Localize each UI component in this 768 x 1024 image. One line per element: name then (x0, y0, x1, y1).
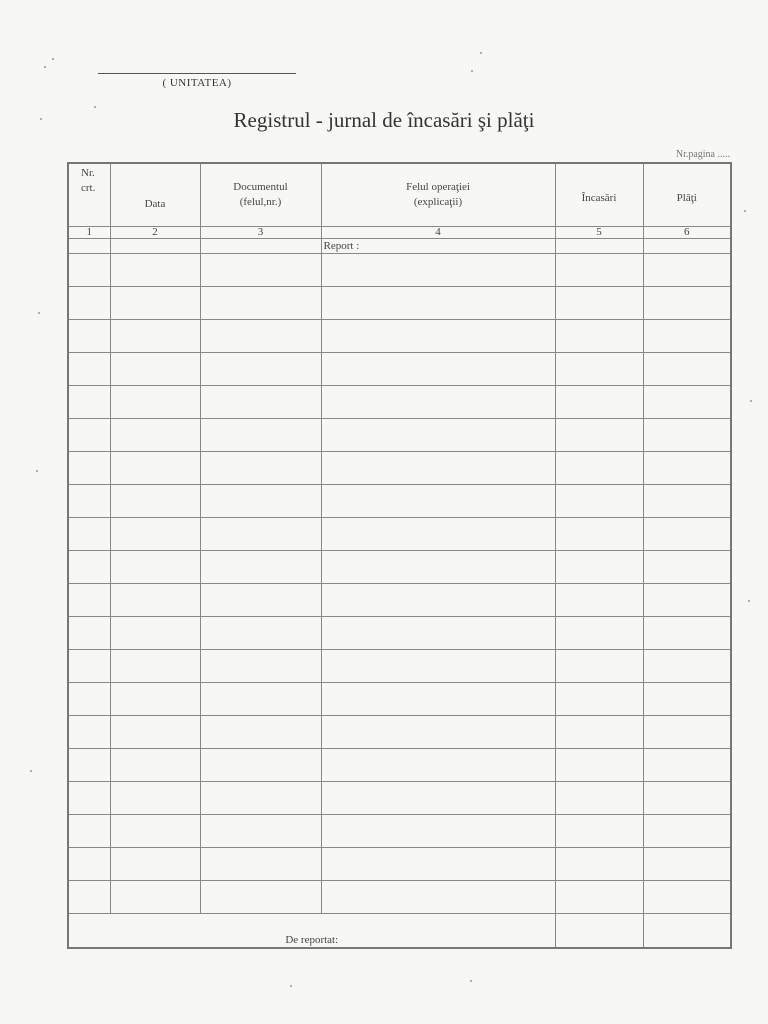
table-cell[interactable] (321, 353, 555, 386)
table-cell[interactable] (200, 353, 321, 386)
table-cell[interactable] (555, 551, 643, 584)
table-cell[interactable] (68, 254, 110, 287)
table-cell[interactable] (643, 881, 731, 914)
table-cell[interactable] (200, 716, 321, 749)
table-cell[interactable] (321, 716, 555, 749)
table-cell[interactable] (68, 287, 110, 320)
table-cell[interactable] (110, 320, 200, 353)
page-number-label: Nr.pagina ..... (675, 149, 730, 160)
table-cell[interactable] (200, 485, 321, 518)
table-row (68, 254, 731, 287)
table-row (68, 320, 731, 353)
table-cell[interactable] (110, 881, 200, 914)
table-cell[interactable] (321, 815, 555, 848)
header-felul-operatiei: Felul operaţiei (explicaţii) (321, 163, 555, 227)
column-number: 5 (555, 227, 643, 239)
table-cell[interactable] (555, 881, 643, 914)
page-title: Registrul - jurnal de încasări şi plăţi (233, 108, 535, 132)
table-cell[interactable] (68, 848, 110, 881)
table-cell[interactable] (68, 485, 110, 518)
table-cell[interactable] (555, 584, 643, 617)
table-cell[interactable] (68, 749, 110, 782)
table-cell[interactable] (643, 716, 731, 749)
column-number: 3 (200, 227, 321, 239)
table-cell[interactable] (110, 485, 200, 518)
table-row (68, 716, 731, 749)
table-cell[interactable] (555, 650, 643, 683)
table-row (68, 287, 731, 320)
table-row (68, 386, 731, 419)
table-row (68, 782, 731, 815)
header-nr-crt: Nr. crt. (68, 163, 110, 227)
table-cell[interactable] (555, 287, 643, 320)
table-row (68, 617, 731, 650)
table-cell[interactable] (200, 617, 321, 650)
table-cell[interactable] (200, 881, 321, 914)
table-row (68, 551, 731, 584)
table-row (68, 881, 731, 914)
table-cell[interactable] (68, 815, 110, 848)
table-cell[interactable] (321, 551, 555, 584)
table-cell[interactable] (555, 353, 643, 386)
table-cell[interactable] (321, 452, 555, 485)
table-cell[interactable] (200, 452, 321, 485)
unit-label: ( UNITATEA) (162, 77, 232, 89)
table-cell[interactable] (200, 320, 321, 353)
table-cell[interactable] (68, 617, 110, 650)
register-table (67, 162, 732, 949)
table-cell[interactable] (68, 584, 110, 617)
table-cell[interactable] (643, 386, 731, 419)
table-cell[interactable] (110, 782, 200, 815)
table-cell[interactable] (555, 716, 643, 749)
table-cell[interactable] (110, 386, 200, 419)
table-cell[interactable] (200, 254, 321, 287)
table-cell[interactable] (200, 419, 321, 452)
report-cell[interactable] (110, 239, 200, 254)
table-row (68, 584, 731, 617)
footer-total-cell[interactable] (643, 914, 731, 949)
table-cell[interactable] (200, 815, 321, 848)
table-cell[interactable] (200, 584, 321, 617)
table-cell[interactable] (68, 551, 110, 584)
unit-signature-line (98, 73, 296, 74)
table-cell[interactable] (643, 419, 731, 452)
table-cell[interactable] (643, 320, 731, 353)
report-label: Report : (321, 239, 555, 254)
table-cell[interactable] (200, 683, 321, 716)
table-cell[interactable] (321, 617, 555, 650)
table-cell[interactable] (321, 518, 555, 551)
table-cell[interactable] (643, 650, 731, 683)
table-cell[interactable] (555, 518, 643, 551)
table-cell[interactable] (110, 419, 200, 452)
table-cell[interactable] (110, 584, 200, 617)
table-cell[interactable] (68, 716, 110, 749)
report-cell[interactable] (200, 239, 321, 254)
column-number-row (68, 227, 731, 239)
table-cell[interactable] (110, 749, 200, 782)
table-cell[interactable] (110, 353, 200, 386)
table-cell[interactable] (68, 419, 110, 452)
table-cell[interactable] (321, 320, 555, 353)
table-cell[interactable] (643, 287, 731, 320)
report-cell[interactable] (555, 239, 643, 254)
table-cell[interactable] (555, 320, 643, 353)
de-reportat-label: De reportat: (68, 914, 555, 949)
table-row (68, 485, 731, 518)
table-cell[interactable] (643, 485, 731, 518)
table-cell[interactable] (321, 782, 555, 815)
table-cell[interactable] (555, 782, 643, 815)
table-cell[interactable] (643, 848, 731, 881)
table-row (68, 848, 731, 881)
table-cell[interactable] (200, 518, 321, 551)
table-cell[interactable] (321, 881, 555, 914)
table-cell[interactable] (321, 683, 555, 716)
table-cell[interactable] (643, 551, 731, 584)
table-cell[interactable] (643, 254, 731, 287)
table-cell[interactable] (321, 650, 555, 683)
table-cell[interactable] (555, 485, 643, 518)
table-cell[interactable] (555, 617, 643, 650)
table-cell[interactable] (200, 551, 321, 584)
table-cell[interactable] (200, 848, 321, 881)
table-cell[interactable] (321, 386, 555, 419)
table-row (68, 650, 731, 683)
table-cell[interactable] (643, 452, 731, 485)
table-cell[interactable] (555, 749, 643, 782)
table-cell[interactable] (200, 386, 321, 419)
table-cell[interactable] (68, 320, 110, 353)
table-cell[interactable] (110, 848, 200, 881)
table-cell[interactable] (321, 419, 555, 452)
table-cell[interactable] (555, 254, 643, 287)
table-cell[interactable] (110, 518, 200, 551)
table-cell[interactable] (110, 683, 200, 716)
table-cell[interactable] (555, 386, 643, 419)
table-cell[interactable] (643, 617, 731, 650)
table-cell[interactable] (200, 749, 321, 782)
report-cell[interactable] (68, 239, 110, 254)
table-row (68, 419, 731, 452)
column-number: 1 (68, 227, 110, 239)
table-row (68, 749, 731, 782)
table-cell[interactable] (555, 815, 643, 848)
header-incasari: Încasări (555, 163, 643, 227)
table-cell[interactable] (110, 815, 200, 848)
table-cell[interactable] (555, 452, 643, 485)
table-cell[interactable] (643, 584, 731, 617)
table-cell[interactable] (110, 551, 200, 584)
table-cell[interactable] (643, 815, 731, 848)
table-cell[interactable] (110, 617, 200, 650)
table-cell[interactable] (321, 848, 555, 881)
table-cell[interactable] (555, 419, 643, 452)
table-cell[interactable] (321, 485, 555, 518)
table-cell[interactable] (68, 881, 110, 914)
column-number: 4 (321, 227, 555, 239)
table-cell[interactable] (555, 683, 643, 716)
table-cell[interactable] (321, 254, 555, 287)
table-cell[interactable] (110, 287, 200, 320)
table-row (68, 452, 731, 485)
table-row (68, 683, 731, 716)
table-row (68, 353, 731, 386)
table-row (68, 518, 731, 551)
column-number: 2 (110, 227, 200, 239)
table-cell[interactable] (68, 650, 110, 683)
header-data: Data (110, 163, 200, 227)
table-cell[interactable] (110, 650, 200, 683)
table-cell[interactable] (643, 518, 731, 551)
report-row (68, 239, 731, 254)
table-cell[interactable] (643, 683, 731, 716)
footer-total-cell[interactable] (555, 914, 643, 949)
report-cell[interactable] (643, 239, 731, 254)
header-documentul: Documentul (felul,nr.) (200, 163, 321, 227)
table-cell[interactable] (68, 683, 110, 716)
table-cell[interactable] (321, 584, 555, 617)
table-cell[interactable] (643, 749, 731, 782)
table-cell[interactable] (200, 287, 321, 320)
table-cell[interactable] (200, 650, 321, 683)
table-cell[interactable] (643, 782, 731, 815)
table-cell[interactable] (321, 749, 555, 782)
table-row (68, 815, 731, 848)
table-cell[interactable] (110, 254, 200, 287)
table-header-row (68, 163, 731, 227)
table-cell[interactable] (68, 782, 110, 815)
table-cell[interactable] (643, 353, 731, 386)
footer-row (68, 914, 731, 949)
table-cell[interactable] (200, 782, 321, 815)
table-cell[interactable] (68, 386, 110, 419)
table-cell[interactable] (68, 353, 110, 386)
table-cell[interactable] (321, 287, 555, 320)
header-plati: Plăţi (643, 163, 731, 227)
table-cell[interactable] (68, 452, 110, 485)
table-cell[interactable] (110, 716, 200, 749)
table-cell[interactable] (68, 518, 110, 551)
table-cell[interactable] (110, 452, 200, 485)
column-number: 6 (643, 227, 731, 239)
table-cell[interactable] (555, 848, 643, 881)
